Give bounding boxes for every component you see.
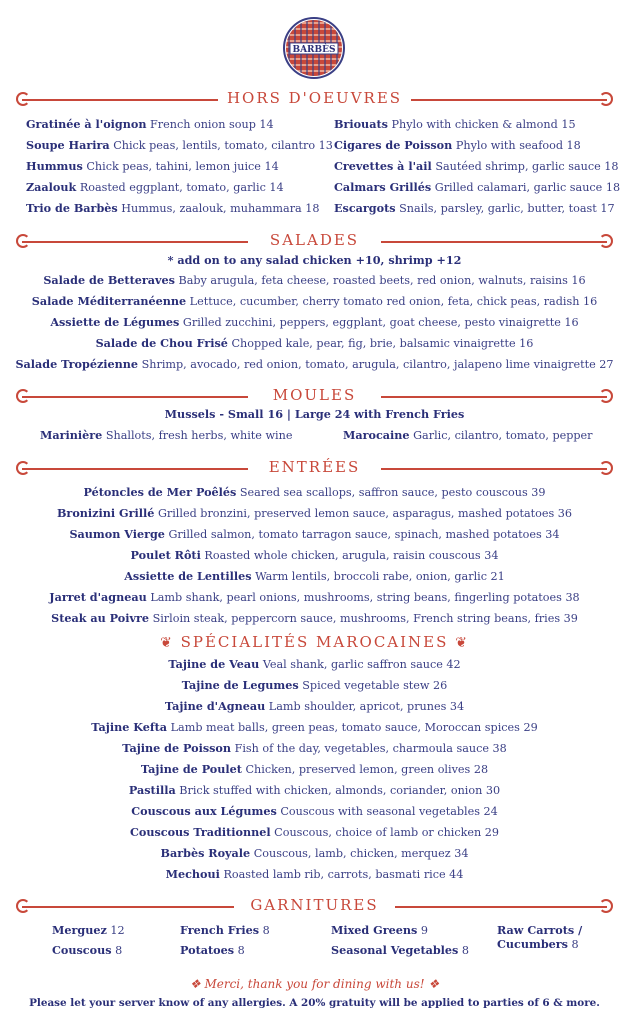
menu-item: Briouats Phylo with chicken & almond 15: [334, 117, 576, 131]
flourish-icon: [599, 92, 613, 106]
menu-item: Salade de Chou Frisé Chopped kale, pear, fig, brie, balsamic vinaigrette 16: [95, 336, 534, 350]
section-title: ❦ SPÉCIALITÉS MAROCAINES ❦: [160, 633, 469, 651]
mussels-note: Mussels - Small 16 | Large 24 with French Fries: [164, 407, 465, 421]
section-header-moules: [16, 386, 613, 408]
section-title: GARNITURES: [250, 896, 379, 914]
logo-text: BARBÈS: [292, 45, 336, 55]
menu-item: Tajine de Poulet Chicken, preserved lemon, green olives 28: [140, 762, 489, 776]
side-item: Raw Carrots /: [497, 923, 583, 937]
section-header-entrees: [16, 458, 613, 480]
side-item: French Fries 8: [180, 923, 270, 937]
section-header-specialites: [16, 633, 613, 655]
section-title: HORS D'OEUVRES: [226, 89, 403, 107]
section-header-garnitures: [16, 896, 613, 918]
menu-item: Pétoncles de Mer Poêlés Seared sea scallops, saffron sauce, pesto couscous 39: [83, 485, 546, 499]
flourish-icon: [599, 899, 613, 913]
fleur-icon: ❦: [160, 635, 174, 651]
section-title: MOULES: [272, 386, 357, 404]
menu-item: Escargots Snails, parsley, garlic, butter, toast 17: [334, 201, 615, 215]
menu-item: Couscous Traditionnel Couscous, choice of lamb or chicken 29: [129, 825, 500, 839]
menu-item: Saumon Vierge Grilled salmon, tomato tarragon sauce, spinach, mashed potatoes 34: [69, 527, 560, 541]
menu-item: Salade Méditerranéenne Lettuce, cucumber, cherry tomato red onion, feta, chick peas, radish 16: [31, 294, 598, 308]
menu-item: Bronizini Grillé Grilled bronzini, preserved lemon sauce, asparagus, mashed potatoes 36: [56, 506, 573, 520]
menu-item: Soupe Harira Chick peas, lentils, tomato, cilantro 13: [26, 138, 333, 152]
diamond-icon: ❖: [428, 977, 440, 991]
side-item: Seasonal Vegetables 8: [331, 943, 470, 957]
menu-item: Trio de Barbès Hummus, zaalouk, muhammara 18: [26, 201, 320, 215]
side-item: Cucumbers 8: [497, 937, 579, 951]
menu-item: Zaalouk Roasted eggplant, tomato, garlic 14: [26, 180, 284, 194]
allergy-gratuity-note: Please let your server know of any allergies. A 20% gratuity will be applied to parties of 6 & more.: [29, 997, 600, 1009]
menu-item: Gratinée à l'oignon French onion soup 14: [26, 117, 274, 131]
menu-item: Calmars Grillés Grilled calamari, garlic sauce 18: [334, 180, 621, 194]
menu-item: Assiette de Lentilles Warm lentils, broccoli rabe, onion, garlic 21: [124, 569, 505, 583]
section-title: ENTRÉES: [268, 458, 361, 476]
side-item: Potatoes 8: [180, 943, 245, 957]
menu-item: Barbès Royale Couscous, lamb, chicken, merquez 34: [160, 846, 469, 860]
thank-you-message: ❖ Merci, thank you for dining with us! ❖: [189, 977, 440, 991]
diamond-icon: ❖: [189, 977, 201, 991]
plaid-circle-logo: [282, 16, 346, 80]
menu-item: Hummus Chick peas, tahini, lemon juice 14: [26, 159, 279, 173]
menu-item: Salade Tropézienne Shrimp, avocado, red onion, tomato, arugula, cilantro, jalapeno lime vinaigrette 27: [15, 357, 614, 371]
menu-item: Assiette de Légumes Grilled zucchini, peppers, eggplant, goat cheese, pesto vinaigrette 16: [50, 315, 579, 329]
fleur-icon: ❦: [455, 635, 469, 651]
menu-item: Crevettes à l'ail Sautéed shrimp, garlic sauce 18: [334, 159, 619, 173]
menu-item: Cigares de Poisson Phylo with seafood 18: [334, 138, 581, 152]
menu-item: Tajine Kefta Lamb meat balls, green peas, tomato sauce, Moroccan spices 29: [91, 720, 538, 734]
menu-item: Poulet Rôti Roasted whole chicken, arugula, raisin couscous 34: [130, 548, 499, 562]
flourish-icon: [599, 389, 613, 403]
menu-item: Mechoui Roasted lamb rib, carrots, basmati rice 44: [165, 867, 464, 881]
menu-item: Tajine de Poisson Fish of the day, vegetables, charmoula sauce 38: [122, 741, 507, 755]
menu-item: Pastilla Brick stuffed with chicken, almonds, coriander, onion 30: [128, 783, 501, 797]
side-item: Merguez 12: [52, 923, 125, 937]
section-header-salades: [16, 231, 613, 253]
menu-item: Marocaine Garlic, cilantro, tomato, pepper: [343, 428, 593, 442]
menu-item: Tajine de Veau Veal shank, garlic saffron sauce 42: [168, 657, 461, 671]
menu-item: Jarret d'agneau Lamb shank, pearl onions, mushrooms, string beans, fingerling potatoes 38: [49, 590, 580, 604]
menu-item: Salade de Betteraves Baby arugula, feta cheese, roasted beets, red onion, walnuts, raisins 16: [43, 273, 586, 287]
menu-item: Marinière Shallots, fresh herbs, white wine: [40, 428, 293, 442]
menu-item: Tajine d'Agneau Lamb shoulder, apricot, prunes 34: [164, 699, 465, 713]
side-item: Mixed Greens 9: [331, 923, 428, 937]
salad-addon-note: * add on to any salad chicken +10, shrimp +12: [167, 253, 462, 267]
section-title: SALADES: [269, 231, 360, 249]
section-header-hors: [16, 89, 613, 111]
flourish-icon: [599, 461, 613, 475]
menu-item: Steak au Poivre Sirloin steak, peppercorn sauce, mushrooms, French string beans, fries 39: [51, 611, 578, 625]
menu-item: Couscous aux Légumes Couscous with seasonal vegetables 24: [131, 804, 498, 818]
flourish-icon: [599, 234, 613, 248]
side-item: Couscous 8: [52, 943, 123, 957]
menu-item: Tajine de Legumes Spiced vegetable stew 26: [181, 678, 448, 692]
